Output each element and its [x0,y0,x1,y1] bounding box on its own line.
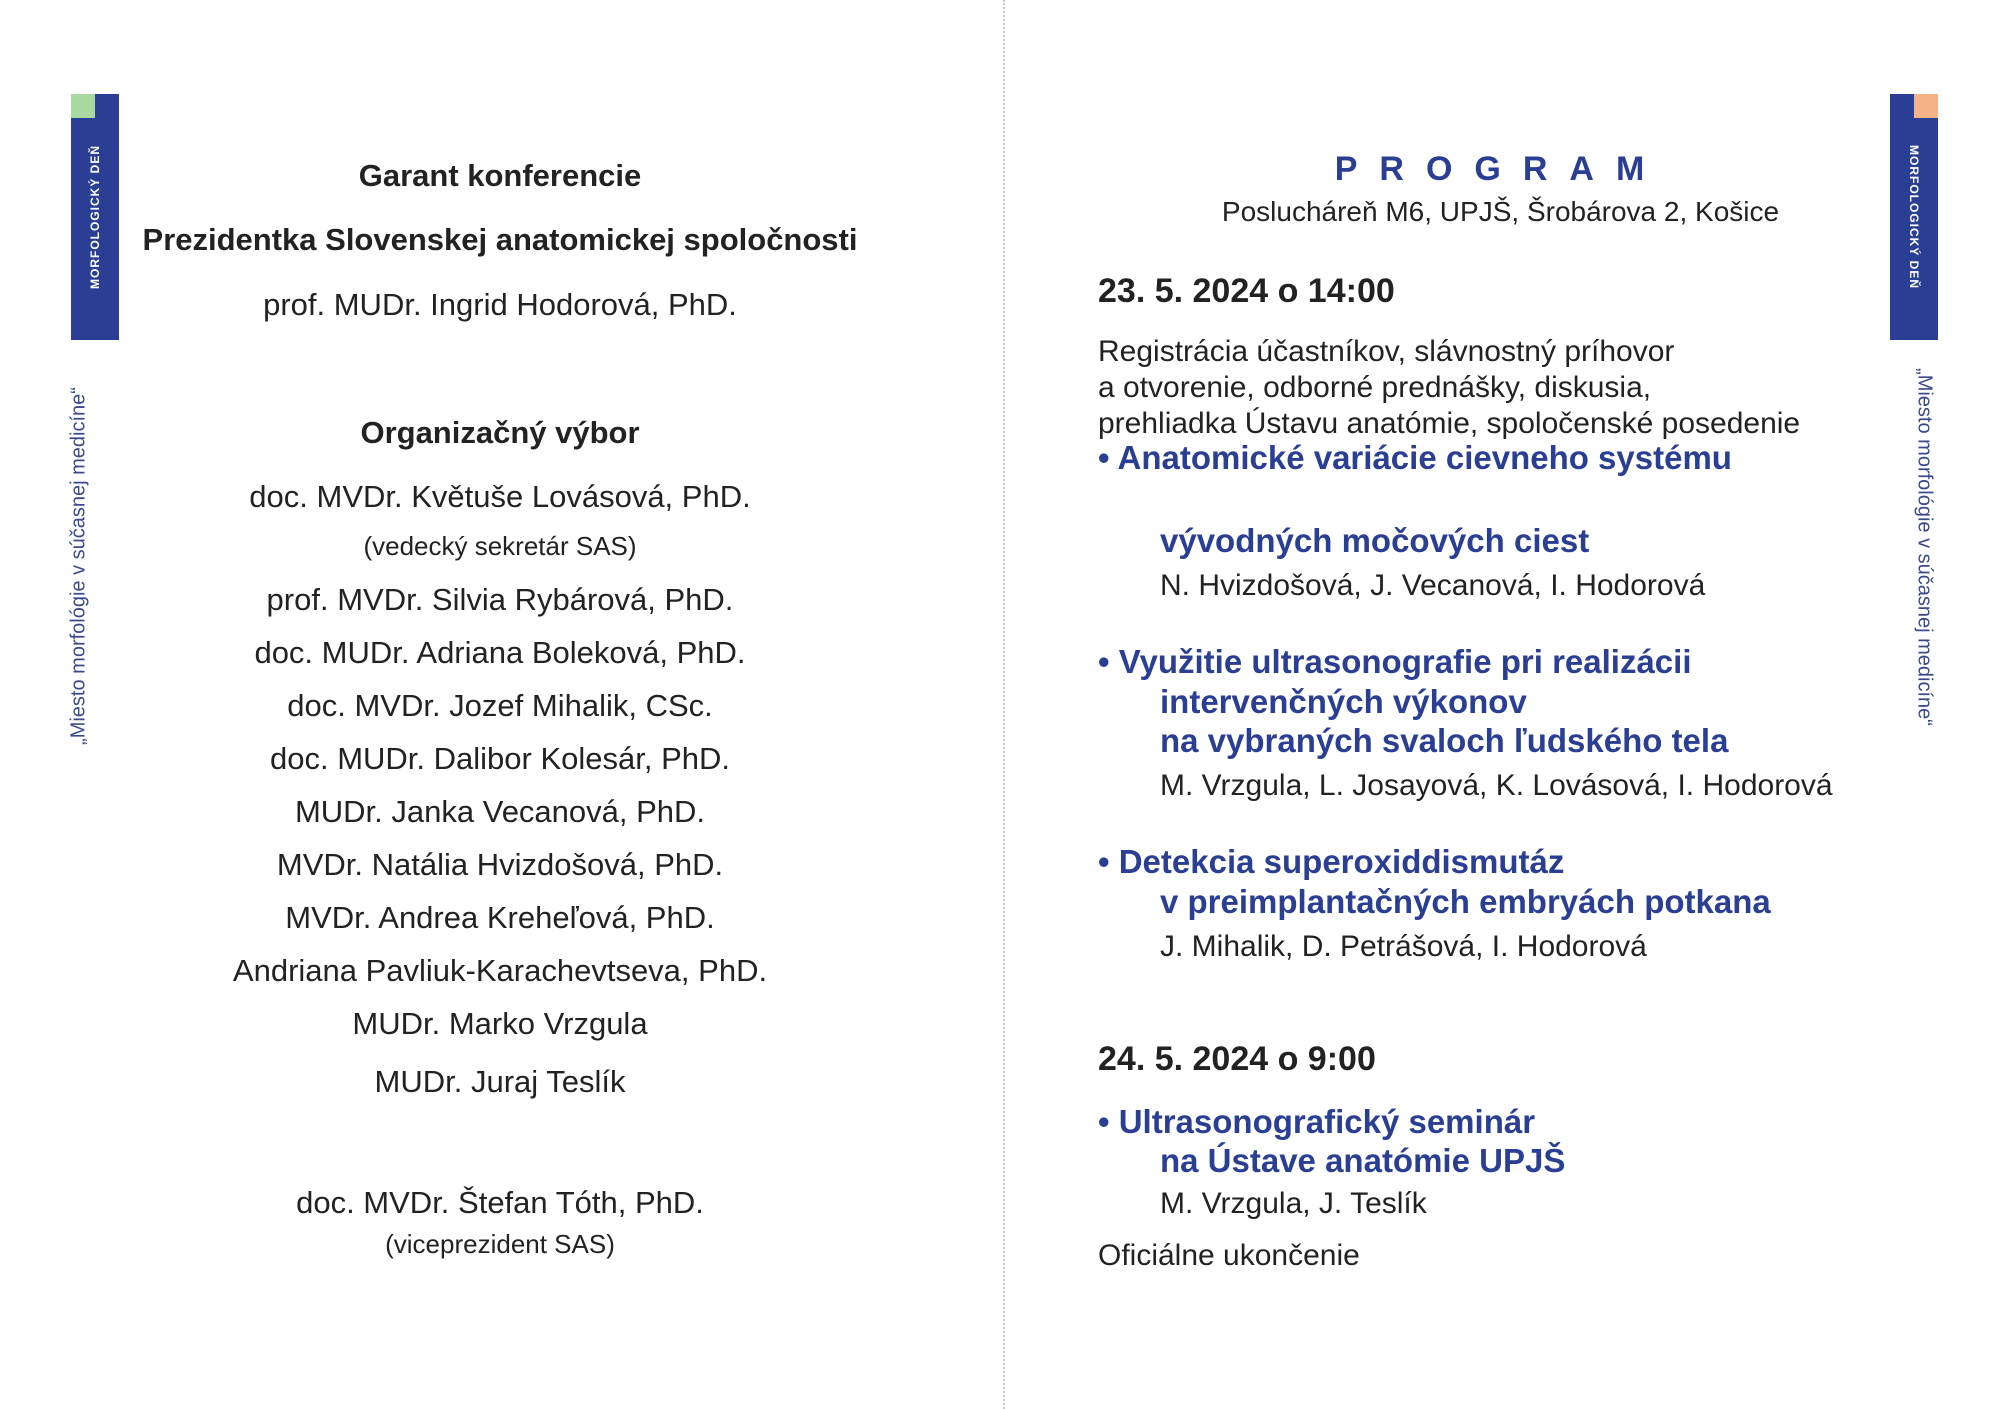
talk-title: • Ultrasonografický seminár [1098,1103,1536,1140]
right-strip-accent [1914,94,1938,118]
program-venue: Poslucháreň M6, UPJŠ, Šrobárova 2, Košice [1221,196,1780,227]
left-tagline: „Miesto morfológie v súčasnej medicíne“ [67,387,90,745]
committee-member: MVDr. Natália Hvizdošová, PhD. [276,847,724,882]
committee-member: doc. MUDr. Dalibor Kolesár, PhD. [269,741,730,776]
talk-authors: N. Hvizdošová, J. Vecanová, I. Hodorová [1160,569,1706,602]
garant-heading: Garant konferencie [358,158,642,193]
closing-note: Oficiálne ukončenie [1098,1239,1360,1272]
committee-member: doc. MUDr. Adriana Boleková, PhD. [254,635,746,670]
talk-authors: J. Mihalik, D. Petrášová, I. Hodorová [1160,930,1647,963]
garant-role: Prezidentka Slovenskej anatomickej spoločnosti [142,222,858,257]
day1-date: 23. 5. 2024 o 14:00 [1098,272,1395,310]
day1-intro-line: prehliadka Ústavu anatómie, spoločenské posedenie [1098,407,1801,440]
committee-member-role: (vedecký sekretár SAS) [363,531,637,561]
talk-title: • Detekcia superoxiddismutáz [1098,843,1565,880]
committee-member: doc. MVDr. Květuše Lovásová, PhD. [249,479,751,514]
committee-member: MUDr. Juraj Teslík [374,1064,626,1099]
left-strip-accent [71,94,95,118]
garant-name: prof. MUDr. Ingrid Hodorová, PhD. [263,287,737,322]
talk-title: • Využitie ultrasonografie pri realizácii [1098,643,1692,680]
talk-title: na vybraných svaloch ľudského tela [1160,722,1729,759]
committee-heading: Organizačný výbor [360,415,640,450]
committee-member: MVDr. Andrea Kreheľová, PhD. [285,900,715,935]
left-strip-label: MORFOLOGICKÝ DEŇ [88,145,102,289]
vice-president-role: (viceprezident SAS) [385,1229,615,1259]
committee-member: doc. MVDr. Jozef Mihalik, CSc. [287,688,713,723]
talk-authors: M. Vrzgula, J. Teslík [1160,1187,1427,1220]
day1-intro-line: a otvorenie, odborné prednášky, diskusia, [1098,371,1652,404]
talk-title: v preimplantačných embryách potkana [1160,883,1771,920]
talk-authors: M. Vrzgula, L. Josayová, K. Lovásová, I. Hodorová [1160,769,1833,802]
program-title: PROGRAM [1334,150,1667,188]
talk-title: • Anatomické variácie cievneho systému [1098,439,1732,476]
day2-date: 24. 5. 2024 o 9:00 [1098,1040,1376,1078]
talk-title: intervenčných výkonov [1160,683,1527,720]
talk-title: na Ústave anatómie UPJŠ [1160,1142,1566,1179]
day1-intro-line: Registrácia účastníkov, slávnostný príhovor [1098,335,1675,368]
talk-title: vývodných močových ciest [1160,522,1590,559]
committee-member: Andriana Pavliuk-Karachevtseva, PhD. [232,953,768,988]
vice-president-name: doc. MVDr. Štefan Tóth, PhD. [296,1185,704,1220]
committee-member: MUDr. Janka Vecanová, PhD. [294,794,706,829]
committee-member: prof. MVDr. Silvia Rybárová, PhD. [266,582,734,617]
right-strip-label: MORFOLOGICKÝ DEŇ [1907,145,1921,289]
committee-member: MUDr. Marko Vrzgula [352,1006,648,1041]
right-tagline: „Miesto morfológie v súčasnej medicíne“ [1913,368,1936,726]
